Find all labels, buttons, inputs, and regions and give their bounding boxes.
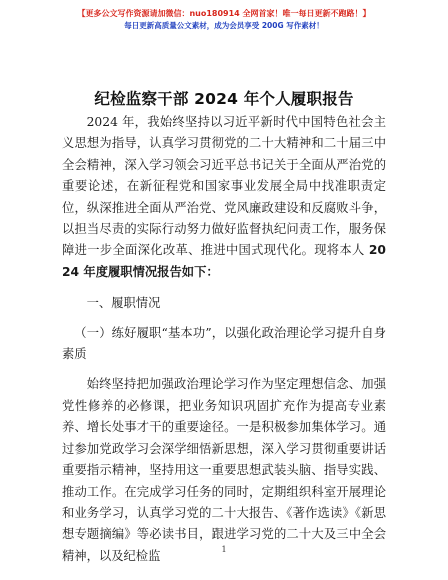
subsection-heading-1: （一）练好履职“基本功”，以强化政治理论学习提升自身素质 — [62, 325, 386, 362]
intro-paragraph — [62, 112, 386, 283]
document-body — [62, 112, 386, 567]
promo-banner — [0, 8, 448, 32]
intro-bold-text: 2024 年度履职情况报告如下： — [62, 243, 386, 279]
promo-line-2: 每日更新高质量公文素材，成为会员享受 200G 写作素材！ — [124, 21, 324, 30]
body-paragraph-1: 始终坚持把加强政治理论学习作为坚定理想信念、加强党性修养的必修课，把业务知识巩固扩充作为提高专业素养、增长处事才干的重要途径。一是积极参加集体学习。通过参加党政学习会深学细悟新思想，深入学习贯彻重要讲话重要指示精神，坚持用这一重要思想武装头脑、指导实践、推动工作。在完成学习任务的同时，定期组织科室开展理论和业务学习，认真学习党的二十大报告、《著作选读》《新思想专题摘编》等必读书目，跟进学习党的二十大及三中全会精神，以及纪检监 — [62, 377, 386, 563]
section-heading-1: 一、履职情况 — [86, 296, 161, 311]
promo-line-1: 【更多公文写作资源请加微信：nuo180914 全网首家！唯一每日更新不跑路！】 — [77, 9, 371, 18]
page-number: 1 — [221, 545, 227, 554]
intro-text: 2024 年，我始终坚持以习近平新时代中国特色社会主义思想为指导，认真学习贯彻党的二十大精神和二十届三中全会精神，深入学习领会习近平总书记关于全面从严治党的重要论述，在新征程党和国家事业发展全局中找准职责定位，纵深推进全面从严治党、党风廉政建设和反腐败斗争，以担当尽责的实际行动努力做好监督执纪问责工作，服务保障进一步全面深化改革、推进中国式现代化。现将本人 — [62, 115, 386, 258]
document-title: 纪检监察干部 2024 年个人履职报告 — [94, 90, 354, 108]
